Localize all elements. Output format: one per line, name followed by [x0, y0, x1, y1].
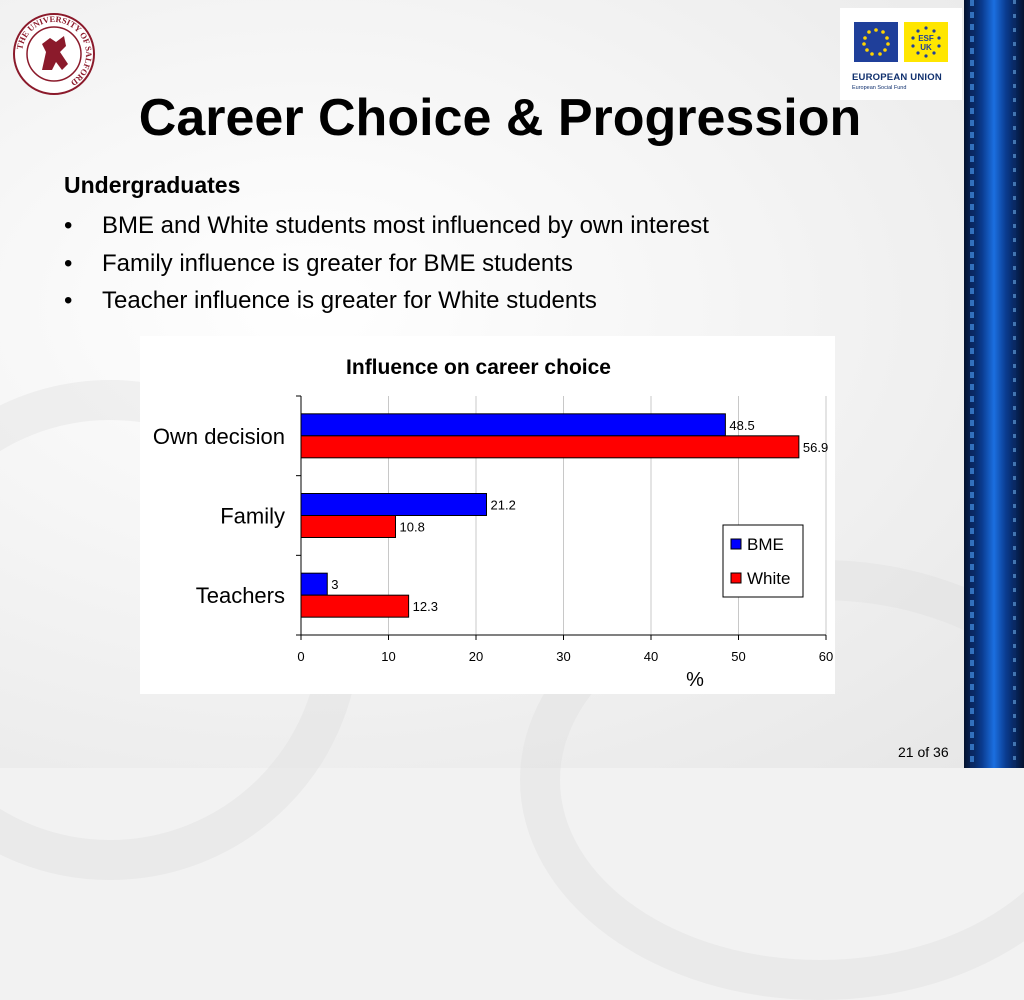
x-tick-label: 60	[818, 649, 834, 664]
chart-container	[140, 336, 835, 694]
svg-text:THE UNIVERSITY OF SALFORD: THE UNIVERSITY OF SALFORD	[14, 13, 95, 89]
x-tick-label: 20	[468, 649, 484, 664]
category-label: Own decision	[152, 423, 285, 449]
esf-sublabel: European Social Fund	[852, 85, 907, 91]
bullet-item	[64, 245, 709, 283]
bullet-list	[64, 207, 709, 320]
category-label: Family	[220, 503, 285, 529]
bullet-text: BME and White students most influenced by own interest	[102, 212, 709, 239]
bar-bme	[301, 414, 725, 436]
svg-text:UK: UK	[920, 43, 932, 52]
university-seal-logo	[12, 12, 96, 96]
x-axis-label: %	[686, 669, 704, 691]
esf-flag-icon	[904, 22, 948, 62]
influence-bar-chart	[140, 336, 835, 694]
category-label: Teachers	[195, 583, 285, 609]
svg-text:ESF: ESF	[918, 34, 934, 43]
slide-title: Career Choice & Progression	[138, 89, 862, 147]
eu-esf-logo	[840, 8, 962, 100]
eu-label: EUROPEAN UNION	[852, 72, 942, 83]
data-label: 21.2	[490, 497, 516, 513]
data-label: 48.5	[729, 417, 755, 433]
chart-title: Influence on career choice	[346, 356, 611, 379]
legend-swatch	[731, 573, 741, 583]
x-tick-label: 40	[643, 649, 659, 664]
eu-flag-icon	[854, 22, 898, 62]
bar-white	[301, 436, 799, 458]
data-label: 3	[331, 577, 339, 593]
page-number: 21 of 36	[898, 744, 949, 760]
bullet-item	[64, 207, 709, 245]
bullet-item	[64, 282, 709, 320]
bar-white	[301, 516, 396, 538]
bullet-text: Family influence is greater for BME students	[102, 249, 573, 277]
data-label: 10.8	[399, 519, 425, 535]
bullet-marker: •	[64, 287, 73, 314]
bar-bme	[301, 494, 487, 516]
bar-bme	[301, 573, 327, 595]
bullet-marker: •	[64, 249, 73, 277]
data-label: 12.3	[412, 599, 438, 615]
x-tick-label: 50	[731, 649, 746, 664]
slide-subheading: Undergraduates	[64, 172, 241, 198]
x-tick-label: 30	[556, 649, 571, 664]
data-label: 56.9	[802, 439, 829, 455]
x-tick-label: 10	[381, 649, 396, 664]
bullet-marker: •	[64, 212, 73, 239]
x-tick-label: 0	[297, 649, 305, 664]
legend-label: BME	[747, 535, 784, 554]
bar-white	[301, 595, 409, 617]
legend-label: White	[747, 569, 791, 588]
legend-swatch	[731, 539, 741, 549]
bullet-text: Teacher influence is greater for White students	[102, 287, 597, 314]
